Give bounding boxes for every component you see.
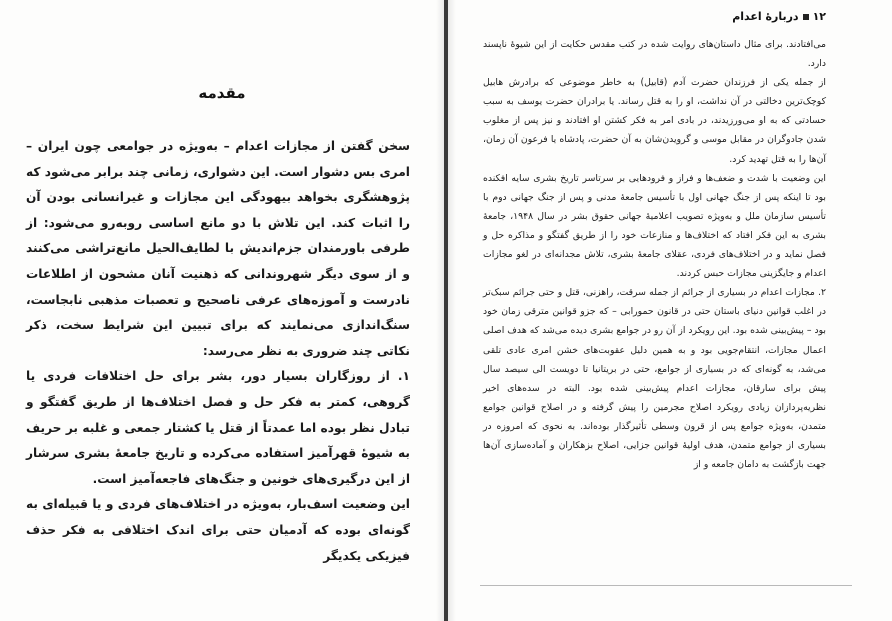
running-head <box>732 10 826 23</box>
paragraph: این وضعیت اسف‌بار، به‌ویژه در اختلاف‌های فردی و یا قبیله‌ای به گونه‌ای بوده که آدمیان حتی برای اندک اختلافی به فکر حذف فیزیکی یکدیگر <box>26 497 410 563</box>
left-page-body <box>26 134 410 569</box>
right-page <box>448 0 892 621</box>
paragraph: ۲. مجازات اعدام در بسیاری از جرائم از جمله سرقت، راهزنی، قتل و حتی جرائم سبک‌تر در اغلب قوانین دنیای باستان حتی در قانون حمورابی – که جزو قوانین مترقی زمان خود بود – پیش‌بینی شده بود. این رویکرد از آن رو در جوامع بشری دیده می‌شد که هدف اصلی اعمال مجازات، انتقام‌جویی بود و به همین دلیل عقوبت‌های خشن امری عادی تلقی می‌شد، به گونه‌ای که در بسیاری از جوامع، حتی در بریتانیا تا دویست الی سیصد سال پیش برای سارقان، مجازات اعدام پیش‌بینی شده بود. البته در سده‌های اخیر نظریه‌پردازان زیادی رویکرد اصلاح مجرمین را پیش گرفته و در اصلاح قوانین جوامع متمدن، به‌ویژه جوامع پس از قرون وسطی تأثیرگذار بوده‌اند. به نحوی که امروزه در بسیاری از جوامع متمدن، هدف اولیهٔ قوانین جزایی، اصلاح بزهکاران و آماده‌سازی آن‌ها جهت بازگشت به دامان جامعه و از <box>483 287 826 471</box>
gutter-shadow <box>436 0 444 621</box>
page-title: مقدمه <box>198 84 246 102</box>
paragraph: می‌افتادند. برای مثال داستان‌های روایت شده در کتب مقدس حکایت از این شیوهٔ ناپسند دارد. <box>483 39 826 70</box>
gutter-shadow <box>448 0 456 621</box>
running-head-title: دربارهٔ اعدام <box>732 10 799 23</box>
paragraph: ۱. از روزگاران بسیار دور، بشر برای حل اختلافات فردی یا گروهی، کمتر به فکر حل و فصل اختلاف‌ها از طریق گفتگو و تبادل نظر بوده اما عمدتاً از قتل یا کشتار جمعی و غلبه بر حریف به شیوهٔ قهرآمیز استفاده می‌کرده و تاریخ جامعهٔ بشری سرشار از این درگیری‌های خونین و جنگ‌های فاجعه‌آمیز است. <box>26 369 410 486</box>
footer-rule <box>480 585 852 586</box>
paragraph: سخن گفتن از مجازات اعدام – به‌ویژه در جوامعی چون ایران – امری بس دشوار است. این دشواری، زمانی چند برابر می‌شود که پژوهشگری بخواهد بیهودگی این مجازات و غیرانسانی بودن آن را اثبات کند. این تلاش با دو مانع اساسی روبه‌رو می‌شود: از طرفی باورمندان جزم‌اندیش با لطایف‌الحیل مانع‌تراشی می‌کنند و از سوی دیگر شهروندانی که ذهنیت آنان مشحون از اطلاعات نادرست و آموزه‌های عرفی ناصحیح و تعصبات مذهبی نابجاست، سنگ‌اندازی می‌نمایند که برای تبیین این شرایط سخت، ذکر نکاتی چند ضروری به نظر می‌رسد: <box>26 139 410 358</box>
paragraph: این وضعیت با شدت و ضعف‌ها و فراز و فرودهایی بر سرتاسر تاریخ بشری سایه افکنده بود تا اینکه پس از جنگ جهانی اول با تأسیس جامعهٔ مدنی و پس از جنگ جهانی دوم با تأسیس سازمان ملل و به‌ویژه تصویب اعلامیهٔ جهانی حقوق بشر در سال ۱۹۴۸، جامعهٔ بشری به این فکر افتاد که اختلاف‌ها و منازعات خود را از طریق گفتگو و مذاکره حل و فصل نماید و در اختلاف‌های فردی، عقلای جامعهٔ بشری، تلاش مجدانه‌ای در لغو مجازات اعدام و جایگزینی مجازات حبس کردند. <box>483 172 826 280</box>
page-number: ۱۲ <box>812 10 826 23</box>
left-page <box>0 0 444 621</box>
right-page-body <box>483 35 826 474</box>
square-bullet-icon <box>803 14 809 20</box>
paragraph: از جمله یکی از فرزندان حضرت آدم (قابیل) به خاطر موضوعی که برادرش هابیل کوچک‌ترین دخالتی در آن نداشت، او را به قتل رساند. یا برادران حضرت یوسف به سبب حسادتی که به او می‌ورزیدند، در بادی امر به فکر کشتن او افتادند و نیز پس از مغلوب شدن جادوگران در مقابل موسی و گرویدن‌شان به آن حضرت، پادشاه یا فرعون آن زمان، آن‌ها را به قتل تهدید کرد. <box>483 77 826 165</box>
